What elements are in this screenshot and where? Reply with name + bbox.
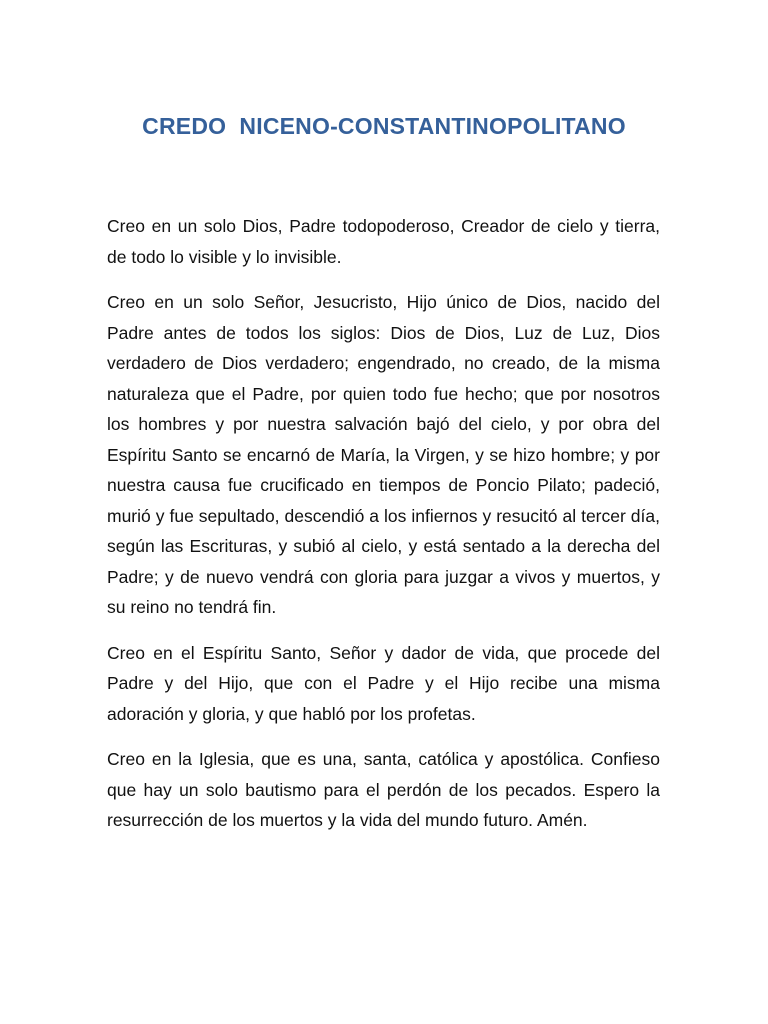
paragraph-son: Creo en un solo Señor, Jesucristo, Hijo único de Dios, nacido del Padre antes de todos los siglos: Dios de Dios, Luz de Luz, Dios verdadero de Dios verdadero; engendrado, no creado, de la misma naturaleza que el Padre, por quien todo fue hecho; que por nosotros los hombres y por nuestra salvación bajó del cielo, y por obra del Espíritu Santo se encarnó de María, la Virgen, y se hizo hombre; y por nuestra causa fue crucificado en tiempos de Poncio Pilato; padeció, murió y fue sepultado, descendió a los infiernos y resucitó al tercer día, según las Escrituras, y subió al cielo, y está sentado a la derecha del Padre; y de nuevo vendrá con gloria para juzgar a vivos y muertos, y su reino no tendrá fin. <box>107 292 660 617</box>
document-title: CREDO NICENO-CONSTANTINOPOLITANO <box>142 113 626 139</box>
document-body <box>107 211 660 851</box>
paragraph-creator: Creo en un solo Dios, Padre todopoderoso, Creador de cielo y tierra, de todo lo visible y lo invisible. <box>107 216 660 267</box>
paragraph-church: Creo en la Iglesia, que es una, santa, católica y apostólica. Confieso que hay un solo bautismo para el perdón de los pecados. Espero la resurrección de los muertos y la vida del mundo futuro. Amén. <box>107 749 660 830</box>
paragraph-holy-spirit: Creo en el Espíritu Santo, Señor y dador de vida, que procede del Padre y del Hijo, que con el Padre y el Hijo recibe una misma adoración y gloria, y que habló por los profetas. <box>107 642 660 724</box>
